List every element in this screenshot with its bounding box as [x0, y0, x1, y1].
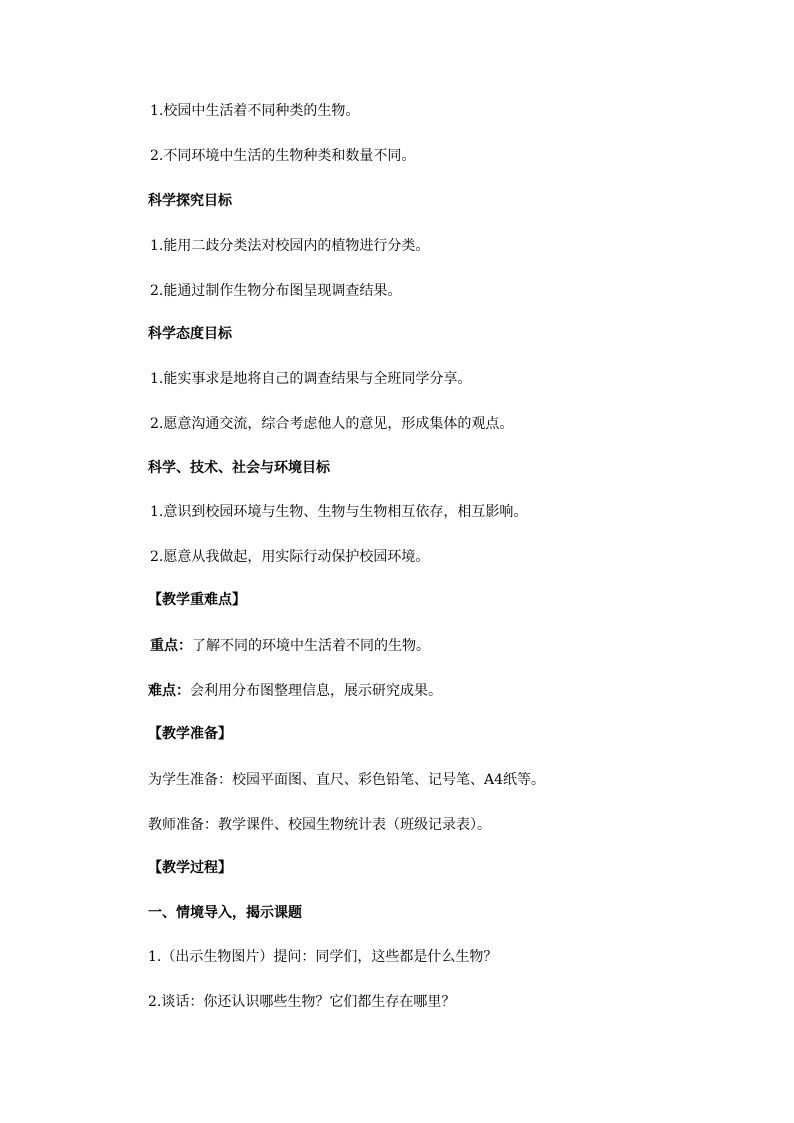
section-heading-attitude: 科学态度目标: [148, 326, 232, 342]
difficulty-text: 会利用分布图整理信息，展示研究成果。: [190, 683, 442, 699]
section-heading-key-points: 【教学重难点】: [148, 592, 246, 608]
objective-line-2: 2.不同环境中生活的生物种类和数量不同。: [150, 148, 416, 164]
section-heading-stse: 科学、技术、社会与环境目标: [148, 460, 330, 476]
section-heading-inquiry: 科学探究目标: [148, 193, 232, 209]
key-point-text: 了解不同的环境中生活着不同的生物。: [192, 638, 430, 654]
stse-line-1: 1.意识到校园环境与生物、生物与生物相互依存，相互影响。: [150, 504, 528, 520]
teacher-preparation-line: 教师准备：教学课件、校园生物统计表（班级记录表）。: [148, 817, 491, 833]
attitude-line-1: 1.能实事求是地将自己的调查结果与全班同学分享。: [150, 371, 472, 387]
objective-line-1: 1.校园中生活着不同种类的生物。: [150, 103, 360, 119]
stse-line-2: 2.愿意从我做起，用实际行动保护校园环境。: [150, 549, 430, 565]
student-preparation-line: 为学生准备：校园平面图、直尺、彩色铅笔、记号笔、A4纸等。: [148, 772, 546, 788]
attitude-line-2: 2.愿意沟通交流，综合考虑他人的意见，形成集体的观点。: [150, 416, 514, 432]
step-heading-introduction: 一、情境导入，揭示课题: [148, 905, 302, 921]
section-heading-process: 【教学过程】: [148, 860, 232, 876]
key-point-line: [150, 636, 430, 656]
key-point-label: 重点：: [150, 638, 192, 654]
inquiry-line-2: 2.能通过制作生物分布图呈现调查结果。: [150, 283, 402, 299]
introduction-line-2: 2.谈话：你还认识哪些生物？它们都生存在哪里？: [148, 994, 456, 1010]
inquiry-line-1: 1.能用二歧分类法对校园内的植物进行分类。: [150, 238, 430, 254]
difficulty-line: [148, 681, 442, 701]
difficulty-label: 难点：: [148, 683, 190, 699]
introduction-line-1: 1.（出示生物图片）提问：同学们，这些都是什么生物？: [148, 949, 498, 965]
section-heading-preparation: 【教学准备】: [148, 726, 232, 742]
